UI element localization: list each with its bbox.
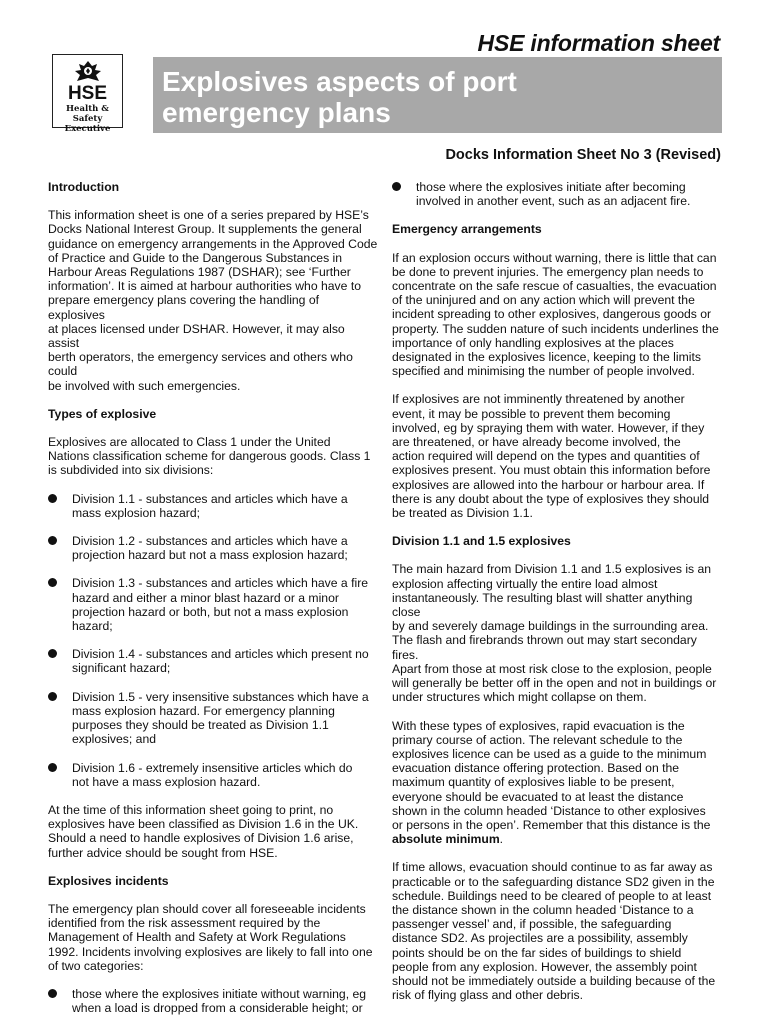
text-line: Management of Health and Safety at Work Regulations (48, 930, 346, 945)
logo-org-name (53, 104, 122, 134)
text-line: projection hazard or both, but not a mass explosion (72, 604, 349, 619)
text-line: of the uninjured and on any action which will prevent the (392, 293, 695, 308)
text-line: Explosives are allocated to Class 1 under the United (48, 435, 331, 450)
text-line: At the time of this information sheet going to print, no (48, 802, 334, 817)
bullet-icon (48, 536, 57, 545)
text-line: The main hazard from Division 1.1 and 1.5 explosives is an (392, 562, 712, 577)
text-line: hazard; (72, 619, 113, 634)
text-line: instantaneously. The resulting blast will shatter anything close (392, 590, 693, 620)
text-line: primary course of action. The relevant schedule to the (392, 732, 683, 747)
right-column (392, 180, 720, 1016)
text-line: the distance shown in the column headed ‘Distance to a (392, 902, 694, 917)
text-line: everyone should be evacuated to at least the distance (392, 789, 684, 804)
text-line: If an explosion occurs without warning, there is little that can (392, 250, 717, 265)
text-line: Division 1.4 - substances and articles which present no (72, 647, 369, 662)
paragraph (392, 251, 720, 379)
text-line: With these types of explosives, rapid evacuation is the (392, 718, 685, 733)
text-line: guidance on emergency arrangements in the Approved Code (48, 236, 378, 251)
text-line: Division 1.3 - substances and articles which have a fire (72, 576, 369, 591)
paragraph (48, 435, 378, 478)
text-line: specified and minimising the number of people involved. (392, 364, 695, 379)
text-line: be involved with such emergencies. (48, 378, 241, 393)
text-line: by and severely damage buildings in the surrounding area. (392, 619, 709, 634)
text-line: under structures which might collapse on them. (392, 690, 647, 705)
text-line: will generally be better off in the open and not in buildings or (392, 676, 717, 691)
text-line: Division 1.2 - substances and articles which have a (72, 534, 348, 549)
text-line: designated in the explosives licence, keeping to the limits (392, 350, 701, 365)
section-heading: Introduction (48, 180, 120, 194)
bullet-icon (48, 494, 57, 503)
text-line: Apart from those at most risk close to the explosion, people (392, 661, 712, 676)
text-line: distance SD2. As projectiles are a possibility, assembly (392, 931, 688, 946)
bullet-icon (392, 182, 401, 191)
list-item (48, 492, 378, 520)
text-line: points should be on the far sides of buildings to shield (392, 945, 682, 960)
section-heading: Explosives incidents (48, 873, 169, 888)
title-line: Explosives aspects of port (162, 66, 517, 97)
text-line: significant hazard; (72, 661, 171, 676)
text-line: is subdivided into six divisions: (48, 463, 214, 478)
text-line: explosives licence can be used as a guide to the minimum (392, 746, 707, 761)
section-heading: Emergency arrangements (392, 222, 542, 237)
text-line: or persons in the open’. Remember that this distance is the (392, 817, 711, 832)
text-line: should not be immediately outside a building because of the (392, 973, 716, 988)
text-line: concentrate on the safe rescue of casualties, the evacuation (392, 279, 717, 294)
text-line: identified from the risk assessment required by the (48, 916, 321, 931)
text-line: importance of only handling explosives at the places (392, 335, 674, 350)
logo-org-line: Executive (64, 124, 111, 134)
text-line: incident spreading to other explosives, dangerous goods or (392, 307, 712, 322)
bullet-icon (48, 692, 57, 701)
text-line: be treated as Division 1.1. (392, 506, 533, 521)
series-label: HSE information sheet (477, 30, 720, 56)
text-line: . (499, 832, 504, 847)
text-line: If explosives are not imminently threatened by another (392, 392, 685, 407)
text-line: explosives present. You must obtain this information before (392, 463, 711, 478)
division-list (48, 492, 378, 789)
text-line: hazard and either a minor blast hazard or a minor (72, 590, 339, 605)
text-line: explosives have been classified as Division 1.6 in the UK. (48, 817, 359, 832)
incident-category-list (48, 987, 378, 1015)
text-line: there is any doubt about the type of explosives they should (392, 491, 710, 506)
page-title (162, 66, 712, 128)
text-line: at places licensed under DSHAR. However, it may also assist (48, 321, 345, 351)
text-line: Should a need to handle explosives of Division 1.6 arise, (48, 831, 354, 846)
text-line: Harbour Areas Regulations 1987 (DSHAR); see ‘Further (48, 265, 351, 280)
text-line: maximum quantity of explosives liable to be present, (392, 775, 675, 790)
text-line: projection hazard but not a mass explosion hazard; (72, 548, 348, 563)
text-line: those where the explosives initiate after becoming (416, 180, 686, 194)
text-line: evacuation distance offering protection. Based on the (392, 761, 680, 776)
text-line: prepare emergency plans covering the handling of explosives (48, 293, 320, 322)
text-line: mass explosion hazard. For emergency planning (72, 703, 335, 718)
paragraph (48, 902, 378, 973)
list-item (48, 987, 378, 1015)
text-line: action required will depend on the types and quantities of (392, 449, 700, 464)
text-line: purposes they should be treated as Division 1.1 (72, 718, 329, 733)
text-line: This information sheet is one of a series prepared by HSE’s (48, 208, 369, 223)
paragraph (48, 208, 378, 393)
paragraph (392, 392, 720, 520)
text-line: The emergency plan should cover all foreseeable incidents (48, 901, 366, 916)
sheet-subtitle: Docks Information Sheet No 3 (Revised) (445, 147, 721, 163)
list-item (392, 180, 720, 208)
paragraph (392, 719, 720, 847)
paragraph (392, 562, 720, 704)
text-line: not have a mass explosion hazard. (72, 774, 261, 789)
text-line: If time allows, evacuation should continue to as far away as (392, 860, 713, 875)
crown-emblem-icon (71, 59, 105, 85)
text-line: shown in the column headed ‘Distance to other explosives (392, 803, 706, 818)
text-line: further advice should be sought from HSE. (48, 845, 278, 860)
text-line: schedule. Buildings need to be cleared of people to at least (392, 888, 712, 903)
text-line: Division 1.6 - extremely insensitive articles which do (72, 760, 353, 775)
text-line: Docks National Interest Group. It supplements the general (48, 222, 362, 237)
text-line: when a load is dropped from a considerable height; or (72, 1001, 363, 1016)
list-item (48, 576, 378, 633)
text-line: The flash and firebrands thrown out may start secondary fires. (392, 633, 697, 662)
text-line: information’. It is aimed at harbour authorities who have to (48, 279, 361, 294)
text-line: explosives; and (72, 732, 157, 747)
paragraph (392, 860, 720, 1002)
paragraph (48, 803, 378, 860)
text-line: involved in another event, such as an adjacent fire. (416, 194, 691, 209)
list-item (48, 690, 378, 747)
text-line: berth operators, the emergency services and others who could (48, 350, 353, 379)
text-line: mass explosion hazard; (72, 505, 201, 520)
bullet-icon (48, 578, 57, 587)
title-band (153, 57, 722, 133)
text-line: passenger vessel’ and, if possible, the safeguarding (392, 917, 672, 932)
section-heading: Types of explosive (48, 406, 157, 421)
text-line: explosives are allowed into the harbour or harbour area. If (392, 477, 705, 492)
text-line: practicable or to the safeguarding distance SD2 given in the (392, 874, 715, 889)
text-line: be done to prevent injuries. The emergency plan needs to (392, 264, 704, 279)
section-heading: Division 1.1 and 1.5 explosives (392, 534, 571, 549)
list-item (48, 761, 378, 789)
text-line: event, it may be possible to prevent them becoming (392, 406, 671, 421)
text-line: those where the explosives initiate without warning, eg (72, 986, 367, 1001)
text-line: of Practice and Guide to the Dangerous Substances in (48, 250, 343, 265)
bullet-icon (48, 989, 57, 998)
emphasis-text: absolute minimum (392, 832, 500, 847)
logo-wordmark: HSE (67, 83, 108, 104)
text-line: Division 1.5 - very insensitive substances which have a (72, 689, 369, 704)
text-line: are threatened, or have already become involved, the (392, 435, 681, 450)
text-line: people from any explosion. However, the assembly point (392, 959, 697, 974)
text-line: explosion affecting virtually the entire load almost (392, 576, 658, 591)
text-line: Division 1.1 - substances and articles which have a (72, 491, 348, 506)
text-line: 1992. Incidents involving explosives are likely to fall into one (48, 944, 373, 959)
left-column (48, 180, 378, 1029)
hse-logo (52, 54, 123, 134)
bullet-icon (48, 763, 57, 772)
list-item (48, 647, 378, 675)
list-item (48, 534, 378, 562)
logo-org-line: Health & Safety (66, 104, 109, 124)
text-line: of two categories: (48, 958, 144, 973)
bullet-icon (48, 649, 57, 658)
text-line: involved, eg by spraying them with water. However, if they (392, 420, 705, 435)
incident-category-list-continued (392, 180, 720, 208)
text-line: risk of flying glass and other debris. (392, 988, 584, 1003)
text-line: Nations classification scheme for dangerous goods. Class 1 (48, 449, 371, 464)
text-line: property. The sudden nature of such incidents underlines the (392, 321, 719, 336)
title-line: emergency plans (162, 97, 391, 128)
